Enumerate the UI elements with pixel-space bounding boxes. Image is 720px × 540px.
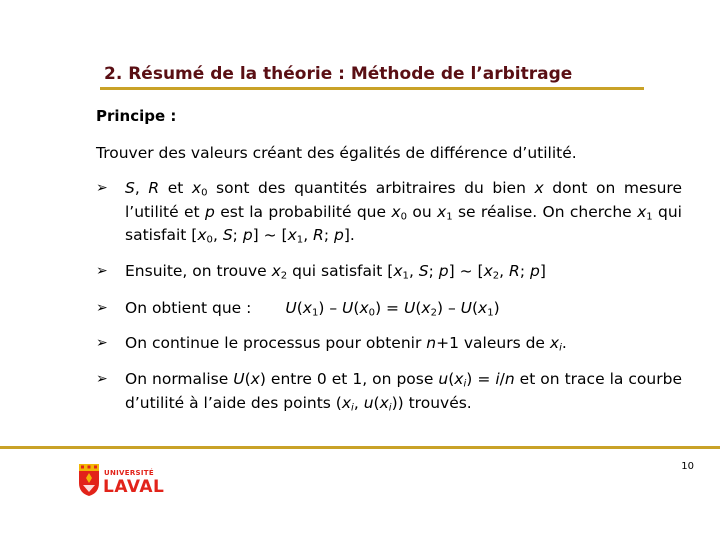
bullet-text: Ensuite, on trouve $x_2$ qui satisfait [$x_1$, S; p] ~ [$x_2$, R; p] <box>125 262 546 282</box>
title-divider <box>100 87 644 90</box>
bullet-text: S, R et $x_0$ sont des quantités arbitraires du bien x dont on mesure l’utilité et p est la probabilité que $x_0$ ou $x_1$ se réalise. On cherche $x_1$ qui satisfait [$x_0$, S; p] ~ [$x_1$, R; p]. <box>125 179 682 246</box>
intro-text: Trouver des valeurs créant des égalités de différence d’utilité. <box>96 144 577 162</box>
bullet-item <box>96 260 682 284</box>
arrow-bullet-icon: ➢ <box>96 300 108 316</box>
page-number: 10 <box>681 461 694 472</box>
arrow-bullet-icon: ➢ <box>96 263 108 279</box>
logo-text-laval: LAVAL <box>103 477 165 497</box>
bullet-item <box>96 177 682 248</box>
bullet-item <box>96 297 682 321</box>
universite-laval-logo <box>78 463 178 503</box>
footer-divider <box>0 446 720 449</box>
bullet-text: On continue le processus pour obtenir n+1 valeurs de $x_i$. <box>125 334 567 354</box>
bullet-item <box>96 332 682 356</box>
slide-title: 2. Résumé de la théorie : Méthode de l’arbitrage <box>104 64 573 84</box>
section-label: Principe : <box>96 107 177 125</box>
logo-text-universite: UNIVERSITÉ <box>104 469 154 477</box>
bullet-text: On obtient que : $U(x_1) - U(x_0) = U(x_2) - U(x_1)$ <box>125 299 500 319</box>
arrow-bullet-icon: ➢ <box>96 371 108 387</box>
arrow-bullet-icon: ➢ <box>96 180 108 196</box>
bullet-item <box>96 368 682 415</box>
laval-shield-icon <box>78 463 100 497</box>
bullet-text: On normalise U(x) entre 0 et 1, on pose $u(x_i) = i/n$ et on trace la courbe d’utilité à l’aide des points ($x_i$, $u(x_i)$) trouvés. <box>125 370 682 414</box>
arrow-bullet-icon: ➢ <box>96 335 108 351</box>
